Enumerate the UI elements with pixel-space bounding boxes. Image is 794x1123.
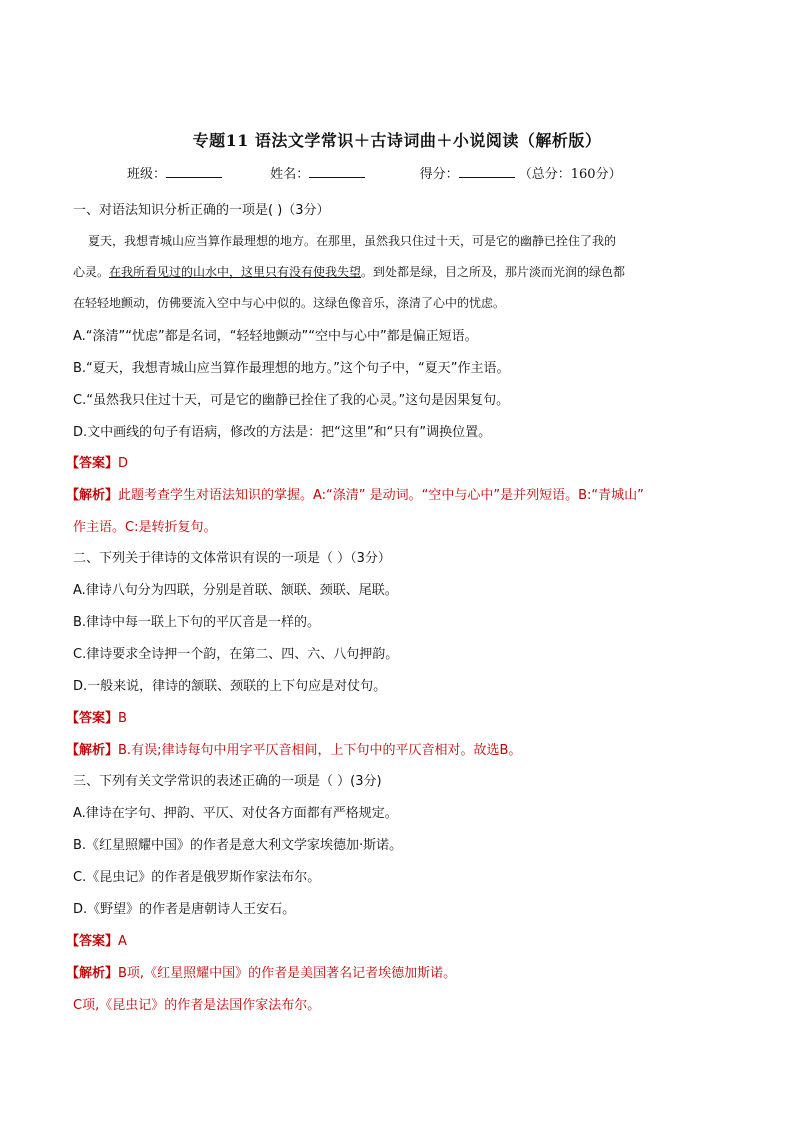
- score-blank: [459, 165, 515, 178]
- q1-analysis-line-2: 作主语。C:是转折复句。: [73, 520, 217, 535]
- analysis-text: 此题考查学生对语法知识的掌握。A:“涤清” 是动词。“空中与心中”是并列短语。B:“青城山”: [118, 488, 644, 503]
- answer-value: B: [118, 711, 127, 726]
- q1-option-c: C.“虽然我只住过十天，可是它的幽静已拴住了我的心灵。”这句是因果复句。: [73, 393, 510, 408]
- q1-option-b: B.“夏天，我想青城山应当算作最理想的地方。”这个句子中，“夏天”作主语。: [73, 361, 510, 376]
- q3-answer: [66, 930, 127, 949]
- q1-stem: 一、对语法知识分析正确的一项是( )（3分）: [73, 203, 330, 218]
- class-label: 班级：: [127, 167, 167, 182]
- q2-stem: 二、下列关于律诗的文体常识有误的一项是（ ）（3分）: [73, 551, 391, 566]
- analysis-tag: 【解析】: [66, 966, 119, 981]
- q1-passage-line-3: 在轻轻地颤动，仿佛要流入空中与心中似的。这绿色像音乐，涤清了心中的忧虑。: [73, 296, 506, 310]
- q1-option-a: A.“涤清”“忧虑”都是名词，“轻轻地颤动”“空中与心中”都是偏正短语。: [73, 329, 478, 344]
- q1-underlined-sentence: 在我所看见过的山水中，这里只有没有使我失望: [109, 265, 362, 279]
- q2-option-c: C.律诗要求全诗押一个韵，在第二、四、六、八句押韵。: [73, 647, 399, 662]
- answer-tag: 【答案】: [66, 711, 119, 726]
- q1-passage-2a: 心灵。: [73, 265, 110, 279]
- answer-tag: 【答案】: [66, 456, 119, 471]
- q3-stem: 三、下列有关文学常识的表述正确的一项是（ ）(3分): [73, 774, 382, 789]
- q1-option-d: D.文中画线的句子有语病，修改的方法是：把“这里”和“只有”调换位置。: [73, 425, 492, 440]
- q2-option-d: D.一般来说，律诗的颔联、颈联的上下句应是对仗句。: [73, 679, 387, 694]
- q1-analysis-line-1: [66, 484, 644, 503]
- score-label: 得分：: [419, 167, 459, 182]
- answer-value: D: [118, 456, 129, 471]
- q1-passage-line-1: 夏天，我想青城山应当算作最理想的地方。在那里，虽然我只住过十天，可是它的幽静已拴住了我的: [88, 234, 617, 248]
- q3-option-b: B.《红星照耀中国》的作者是意大利文学家埃德加·斯诺。: [73, 838, 403, 853]
- q3-option-c: C.《昆虫记》的作者是俄罗斯作家法布尔。: [73, 870, 321, 885]
- q1-passage-line-2: [73, 263, 723, 280]
- name-blank: [309, 165, 365, 178]
- q2-option-b: B.律诗中每一联上下句的平仄音是一样的。: [73, 615, 321, 630]
- q1-answer: [66, 452, 128, 471]
- answer-value: A: [118, 934, 127, 949]
- q2-analysis-line-1: [66, 739, 521, 758]
- q2-option-a: A.律诗八句分为四联，分别是首联、颔联、颈联、尾联。: [73, 583, 398, 598]
- q1-passage-2b: 。到处都是绿，目之所及，那片淡而光润的绿色都: [361, 265, 626, 279]
- q3-option-d: D.《野望》的作者是唐朝诗人王安石。: [73, 902, 296, 917]
- q2-answer: [66, 707, 127, 726]
- q3-option-a: A.律诗在字句、押韵、平仄、对仗各方面都有严格规定。: [73, 806, 398, 821]
- q3-analysis-line-2: C项,《昆虫记》的作者是法国作家法布尔。: [73, 998, 321, 1013]
- analysis-tag: 【解析】: [66, 743, 119, 758]
- answer-tag: 【答案】: [66, 934, 119, 949]
- analysis-text: B.有误;律诗每句中用字平仄音相间，上下句中的平仄音相对。故选B。: [118, 743, 522, 758]
- page-title: 专题11 语法文学常识＋古诗词曲＋小说阅读（解析版）: [192, 131, 602, 150]
- class-blank: [166, 165, 222, 178]
- analysis-text: B项,《红星照耀中国》的作者是美国著名记者埃德加斯诺。: [118, 966, 457, 981]
- student-info-line: [127, 163, 622, 182]
- analysis-tag: 【解析】: [66, 488, 119, 503]
- name-label: 姓名：: [270, 167, 310, 182]
- q3-analysis-line-1: [66, 962, 456, 981]
- total-score: （总分：160分）: [518, 167, 622, 182]
